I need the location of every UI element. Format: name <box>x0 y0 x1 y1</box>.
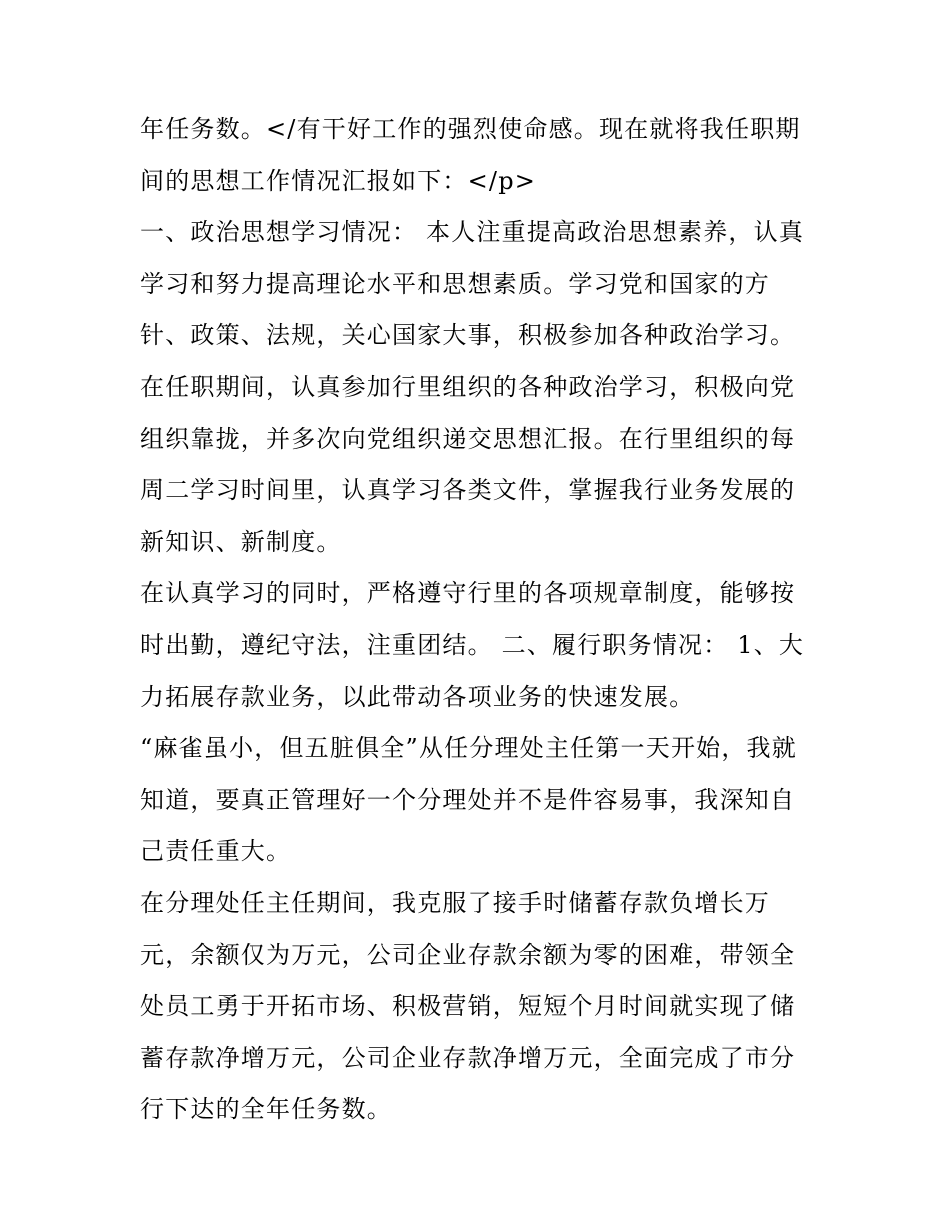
paragraph-6: 在分理处任主任期间，我克服了接手时储蓄存款负增长万元，余额仅为万元，公司企业存款余额为零的困难，带领全处员工勇于开拓市场、积极营销，短短个月时间就实现了储蓄存款净增万元，公司企业存款净增万元，全面完成了市分行下达的全年任务数。 <box>140 888 796 1124</box>
paragraph-4: 在认真学习的同时，严格遵守行里的各项规章制度，能够按时出勤，遵纪守法，注重团结。 二、履行职务情况： 1、大力拓展存款业务，以此带动各项业务的快速发展。 <box>140 579 805 711</box>
document-body <box>140 104 815 1136</box>
paragraph-1: 年任务数。</有干好工作的强烈使命感。现在就将我任职期间的思想工作情况汇报如下：</p> <box>140 115 801 195</box>
paragraph-3: 在任职期间，认真参加行里组织的各种政治学习，积极向党组织靠拢，并多次向党组织递交思想汇报。在行里组织的每周二学习时间里，认真学习各类文件，掌握我行业务发展的新知识、新制度。 <box>140 372 796 556</box>
paragraph-5: “麻雀虽小，但五脏俱全”从任分理处主任第一天开始，我就知道，要真正管理好一个分理处并不是件容易事，我深知自己责任重大。 <box>140 734 797 866</box>
paragraph-2: 一、政治思想学习情况： 本人注重提高政治思想素养，认真学习和努力提高理论水平和思想素质。学习党和国家的方针、政策、法规，关心国家大事，积极参加各种政治学习。 <box>140 218 805 350</box>
